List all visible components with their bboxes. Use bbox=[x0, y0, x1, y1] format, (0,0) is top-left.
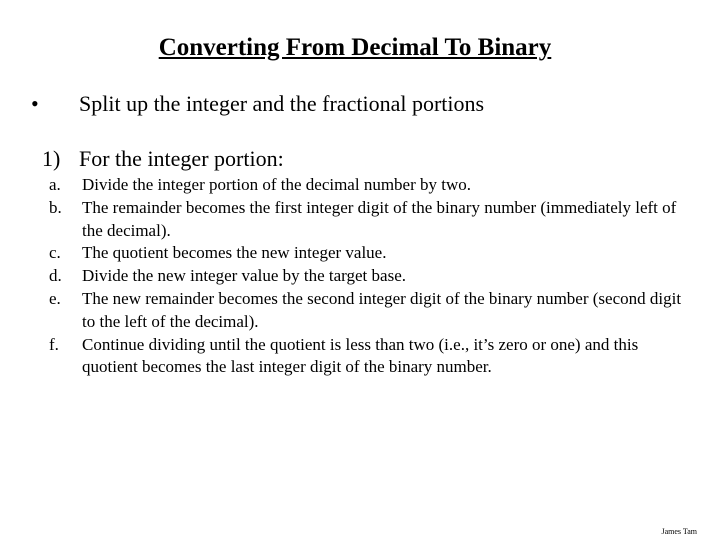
step-number: 1) bbox=[42, 146, 61, 171]
substep-letter: e. bbox=[49, 288, 61, 308]
substep-item bbox=[49, 334, 689, 380]
substep-text: The remainder becomes the first integer digit of the binary number (immediately left of the decimal). bbox=[82, 197, 677, 240]
bullet-text: Split up the integer and the fractional portions bbox=[79, 91, 485, 116]
substep-letter: f. bbox=[49, 334, 59, 354]
substep-text: Divide the new integer value by the target base. bbox=[82, 266, 406, 286]
substep-letter: a. bbox=[49, 175, 61, 194]
substep-item bbox=[49, 197, 689, 243]
bullet-point bbox=[31, 91, 484, 117]
bullet-marker: • bbox=[31, 91, 39, 116]
substep-text: Continue dividing until the quotient is less than two (i.e., it’s zero or one) and this quotient becomes the last integer digit of the binary number. bbox=[82, 334, 639, 377]
substep-letter: b. bbox=[49, 197, 62, 217]
substep-item bbox=[49, 174, 689, 197]
substep-list bbox=[49, 174, 689, 379]
footer-author: James Tam bbox=[661, 527, 697, 536]
substep-item bbox=[49, 288, 689, 334]
substep-text: The quotient becomes the new integer value. bbox=[82, 243, 387, 263]
substep-item bbox=[49, 265, 689, 288]
step-heading bbox=[42, 146, 284, 172]
substep-text: Divide the integer portion of the decimal number by two. bbox=[82, 175, 472, 194]
step-heading-text: For the integer portion: bbox=[79, 146, 284, 171]
substep-item bbox=[49, 242, 689, 265]
substep-letter: c. bbox=[49, 243, 61, 263]
slide-title: Converting From Decimal To Binary bbox=[158, 34, 552, 61]
substep-text: The new remainder becomes the second integer digit of the binary number (second digit to the left of the decimal). bbox=[82, 288, 682, 331]
substep-letter: d. bbox=[49, 266, 62, 286]
